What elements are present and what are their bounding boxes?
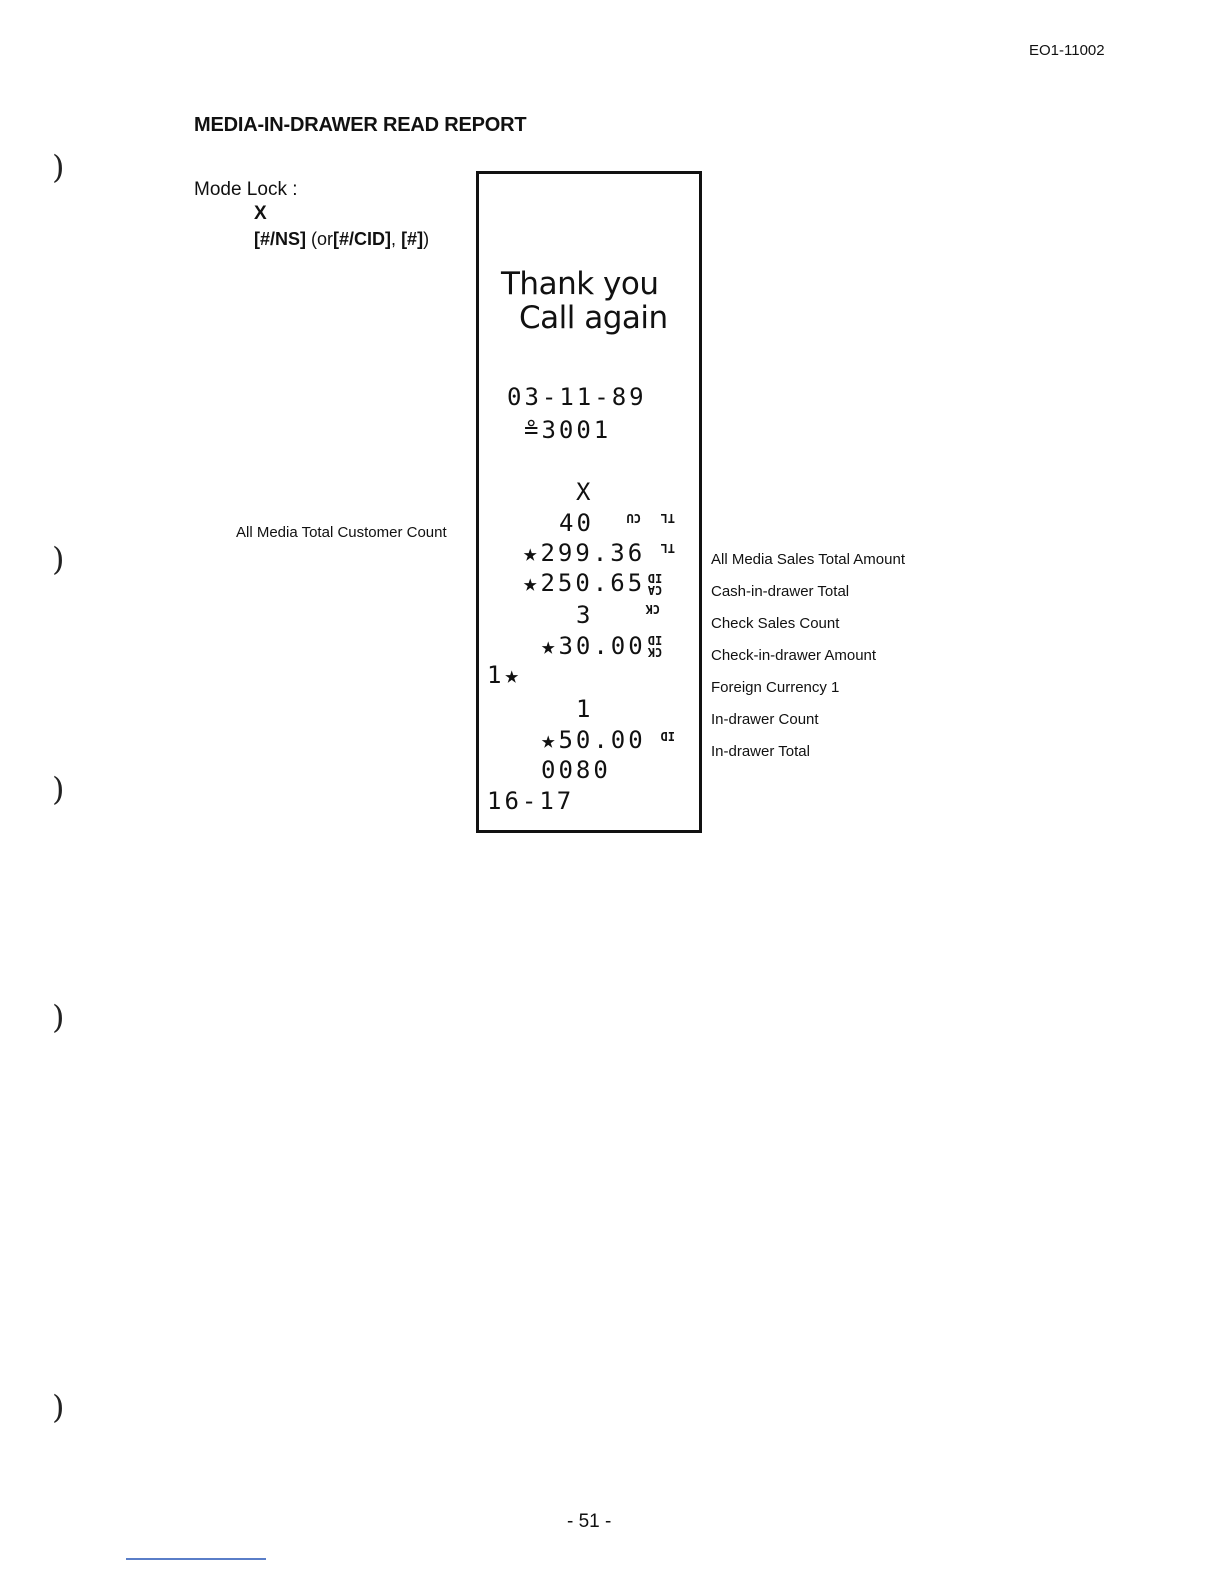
receipt-date: 03-11-89 <box>507 383 647 411</box>
annotation-cash-in-drawer-total: Cash-in-drawer Total <box>711 583 850 600</box>
mode-lock-position: X <box>254 203 267 224</box>
key-alt-sep: , <box>391 229 397 249</box>
document-id: EO1-11002 <box>1029 42 1105 59</box>
annotation-foreign-currency-1: Foreign Currency 1 <box>711 679 840 696</box>
receipt-in-drawer-count: 1 <box>576 695 594 723</box>
page-title: MEDIA-IN-DRAWER READ REPORT <box>194 114 527 136</box>
receipt-consecutive-no: 0080 <box>541 756 611 784</box>
receipt-greeting-1: Thank you <box>501 266 659 302</box>
annotation-all-media-sales-total: All Media Sales Total Amount <box>711 551 905 568</box>
receipt-in-drawer-total: ★50.00 <box>541 726 646 754</box>
binder-hole-mark: ) <box>52 998 65 1036</box>
receipt-check-in-drawer: ★30.00 <box>541 632 646 660</box>
annotation-check-sales-count: Check Sales Count <box>711 615 840 632</box>
key-alt-open: (or <box>311 229 334 249</box>
key-primary: [#/NS] <box>254 229 307 249</box>
annotation-in-drawer-count: In-drawer Count <box>711 711 819 728</box>
annotation-customer-count: All Media Total Customer Count <box>236 524 447 541</box>
receipt-time: 16-17 <box>487 787 575 815</box>
receipt-cash-in-drawer-code: CA ID <box>647 571 663 597</box>
key-alt-1: [#/CID] <box>333 229 392 249</box>
receipt-all-media-total-code-2: TL <box>660 541 675 555</box>
receipt-check-count: 3 <box>576 601 594 629</box>
binder-hole-mark: ) <box>52 1388 65 1426</box>
receipt-customer-count: 40 <box>559 509 594 537</box>
receipt-register-no: ≗3001 <box>524 416 612 444</box>
receipt-foreign-currency: 1★ <box>487 661 522 689</box>
receipt <box>476 171 702 833</box>
page-number: - 51 - <box>567 1511 612 1532</box>
mode-lock-keys <box>254 229 429 250</box>
binder-hole-mark: ) <box>52 148 65 186</box>
annotation-in-drawer-total: In-drawer Total <box>711 743 810 760</box>
binder-hole-mark: ) <box>52 540 65 578</box>
receipt-customer-count-code: CU <box>626 511 641 525</box>
receipt-greeting-2: Call again <box>519 300 668 336</box>
receipt-check-count-code: CK <box>645 602 660 616</box>
key-alt-2: [#] <box>401 229 424 249</box>
receipt-mode: X <box>576 478 594 506</box>
footer-rule <box>126 1558 266 1560</box>
receipt-all-media-total: ★299.36 <box>523 539 646 567</box>
receipt-all-media-total-code-1: TL <box>660 511 675 525</box>
annotation-check-in-drawer-amount: Check-in-drawer Amount <box>711 647 877 664</box>
receipt-in-drawer-total-code: ID <box>660 729 675 743</box>
mode-lock-label: Mode Lock : <box>194 179 298 200</box>
key-alt-close: ) <box>423 229 430 249</box>
binder-hole-mark: ) <box>52 770 65 808</box>
receipt-check-in-drawer-code: CK ID <box>647 633 663 659</box>
receipt-cash-in-drawer: ★250.65 <box>523 569 646 597</box>
